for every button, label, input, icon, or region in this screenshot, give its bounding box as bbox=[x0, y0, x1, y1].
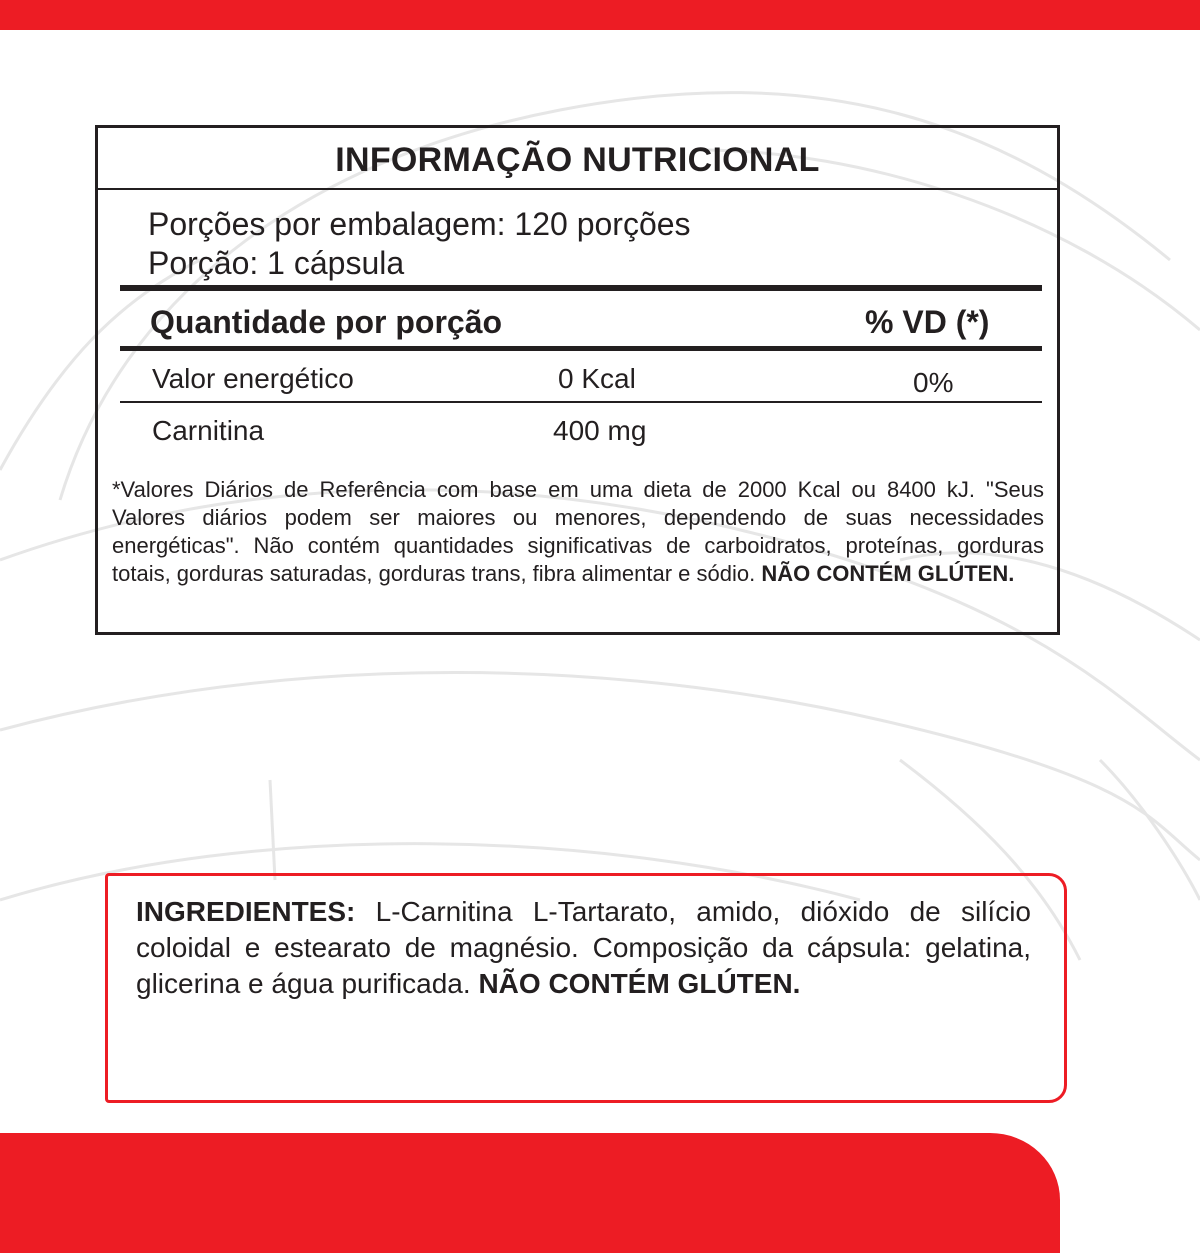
nutrition-title: INFORMAÇÃO NUTRICIONAL bbox=[98, 128, 1057, 190]
ingredients-list: L-Carnitina L-Tartarato, amido, dióxido de silício coloidal e estearato de magnésio. Composição da cápsula: gelatina, glicerina e água purificada. bbox=[136, 896, 1031, 999]
bottom-accent-bar bbox=[0, 1133, 1060, 1253]
divider bbox=[120, 285, 1042, 291]
footnote-text: *Valores Diários de Referência com base em uma dieta de 2000 Kcal ou 8400 kJ. "Seus Valores diários podem ser maiores ou menores, dependendo de suas necessidades energéticas". Não contém quantidades significativas de carboidratos, proteínas, gorduras totais, gorduras saturadas, gorduras trans, fibra alimentar e sódio. bbox=[112, 477, 1044, 586]
amount-per-serving-header: Quantidade por porção bbox=[150, 304, 503, 340]
serving-size: Porção: 1 cápsula bbox=[148, 245, 405, 281]
daily-values-footnote bbox=[112, 476, 1044, 588]
gluten-free-notice: NÃO CONTÉM GLÚTEN. bbox=[761, 561, 1015, 586]
nutrient-amount: 400 mg bbox=[553, 415, 647, 446]
nutrient-name: Valor energético bbox=[152, 363, 354, 394]
nutrient-name: Carnitina bbox=[152, 415, 265, 446]
ingredients-paragraph bbox=[136, 894, 1031, 1002]
ingredients-label: INGREDIENTES: bbox=[136, 896, 356, 927]
ingredients-box bbox=[105, 873, 1067, 1103]
gluten-free-notice: NÃO CONTÉM GLÚTEN. bbox=[478, 968, 801, 999]
divider bbox=[120, 346, 1042, 351]
servings-per-package: Porções por embalagem: 120 porções bbox=[148, 206, 691, 242]
daily-value-header: % VD (*) bbox=[865, 304, 990, 340]
row-divider bbox=[120, 401, 1042, 403]
nutrient-amount: 0 Kcal bbox=[558, 363, 636, 394]
nutrition-facts-table bbox=[95, 125, 1060, 635]
nutrient-daily-value: 0% bbox=[913, 367, 954, 398]
